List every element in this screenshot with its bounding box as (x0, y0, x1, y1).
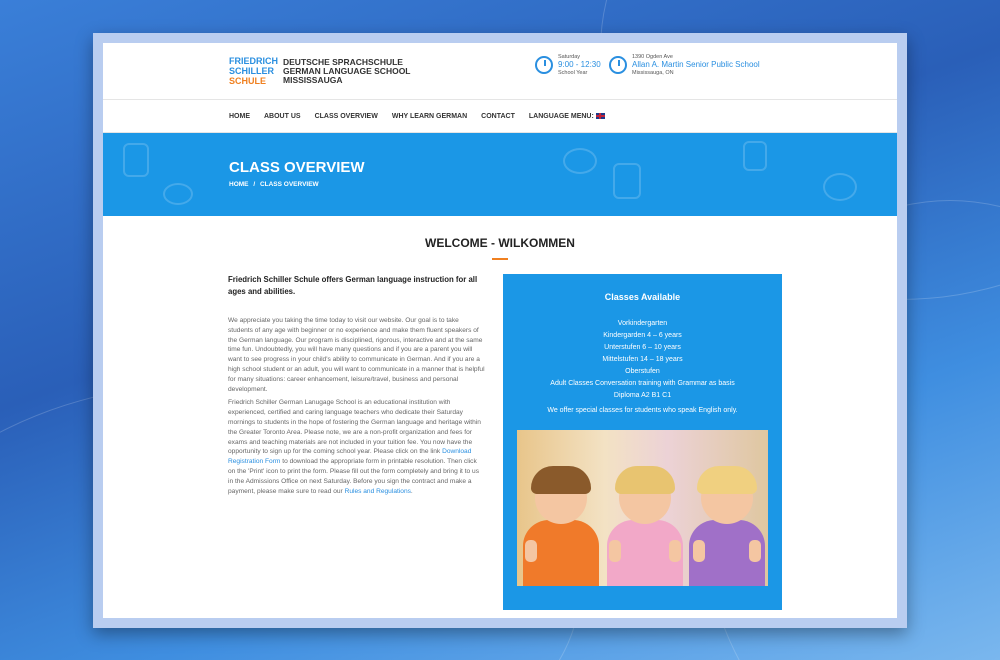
logo-line: FRIEDRICH (229, 56, 278, 66)
classes-title: Classes Available (604, 292, 681, 302)
schedule-label: School Year (558, 70, 588, 76)
nav-contact[interactable]: CONTACT (481, 112, 515, 120)
schedule-time: 9:00 - 12:30 (558, 60, 601, 69)
logo-school-name (229, 56, 278, 86)
logo-line: SCHULE (229, 76, 267, 86)
main-content (103, 274, 897, 610)
page-banner (103, 133, 897, 216)
child-figure (523, 472, 599, 586)
children-photo (517, 430, 768, 586)
class-item: Adult Classes Conversation training with Grammar as basis (550, 380, 735, 387)
download-registration-link[interactable]: Download Registration Form (228, 448, 472, 466)
nav-home[interactable]: HOME (229, 112, 250, 120)
registration-paragraph (228, 398, 485, 496)
child-figure (689, 472, 765, 586)
site-logo[interactable] (229, 56, 411, 86)
web-page (103, 43, 897, 618)
heading-underline (492, 258, 508, 260)
breadcrumb (229, 181, 897, 188)
class-item: Mittelstufen 14 – 18 years (602, 356, 683, 363)
paragraph-text: to download the appropriate form in printable resolution. Then click on the 'Print' icon to print the form. Please fill out the form completely and bring it to us in the Admissions Office on next Saturday. Before you sign the contract and make a payment, please make sure to read our (228, 458, 480, 495)
screenshot-frame (93, 33, 907, 628)
breadcrumb-home[interactable]: HOME (229, 181, 249, 188)
class-item: Diploma A2 B1 C1 (613, 392, 672, 399)
language-menu-label: LANGUAGE MENU: (528, 112, 594, 120)
rules-regulations-link[interactable]: Rules and Regulations (344, 487, 411, 495)
intro-text (228, 274, 485, 610)
logo-subtitle-line: GERMAN LANGUAGE SCHOOL (283, 65, 411, 76)
uk-flag-icon (596, 113, 605, 119)
globe-icon (609, 56, 627, 74)
child-figure (607, 472, 683, 586)
logo-subtitle-line: DEUTSCHE SPRACHSCHULE (283, 56, 403, 67)
schedule-info (535, 53, 601, 77)
nav-class-overview[interactable]: CLASS OVERVIEW (314, 112, 378, 120)
class-item: Vorkindergarten (617, 320, 668, 327)
logo-line: SCHILLER (229, 66, 274, 76)
clock-icon (535, 56, 553, 74)
intro-paragraph: We appreciate you taking the time today to visit our website. Our goal is to take students of any age with beginner or no experience and make them fluent speakers of the German language. Our program is disciplined, rigorous, interactive and at the same time fun. Undoubtedly, you will have many questions and if you are a parent you will want to see progress in your child's ability to communicate in German. And if you are a high school student or an adult, you will want to communicate in a manner that is helpful for many situations: career enhancement, leisure/travel, business and personal development. (228, 317, 485, 393)
main-nav (103, 99, 897, 133)
paragraph-text: . (410, 487, 413, 495)
nav-about-us[interactable]: ABOUT US (264, 112, 301, 120)
schedule-day: Saturday (558, 54, 581, 60)
class-item: Unterstufen 6 – 10 years (604, 344, 681, 351)
location-address: 1390 Ogden Ave (632, 54, 673, 60)
site-header (103, 43, 897, 99)
breadcrumb-current: CLASS OVERVIEW (259, 181, 319, 188)
location-info (609, 53, 760, 77)
section-heading: WELCOME - WILKOMMEN (425, 236, 575, 250)
class-item: Kindergarden 4 – 6 years (603, 332, 682, 339)
classes-panel (503, 274, 782, 610)
nav-why-learn-german[interactable]: WHY LEARN GERMAN (391, 112, 468, 120)
logo-subtitle (283, 58, 411, 85)
class-item: Oberstufen (625, 368, 660, 375)
logo-subtitle-line: MISSISSAUGA (283, 74, 343, 85)
breadcrumb-separator: / (253, 181, 256, 188)
location-school[interactable]: Allan A. Martin Senior Public School (632, 60, 760, 69)
intro-lead: Friedrich Schiller Schule offers German language instruction for all ages and abilities. (228, 275, 478, 296)
paragraph-text: Friedrich Schiller German Lanugage School is an educational institution with experienced, certified and caring language teachers who dedicate their Saturday mornings to students in the hope of fostering the German language and heritage within the Greater Toronto Area. Please note, we are a non-profit organization and fees for exams and teaching materials are not included in your tuition fee. You now have the opportunity to sign up for the coming school year. Please click on the link (228, 399, 481, 456)
page-title: CLASS OVERVIEW (229, 159, 365, 176)
location-city: Mississauga, ON (632, 70, 674, 76)
nav-language-menu[interactable] (529, 113, 605, 120)
classes-note: We offer special classes for students who speak English only. (547, 407, 738, 414)
